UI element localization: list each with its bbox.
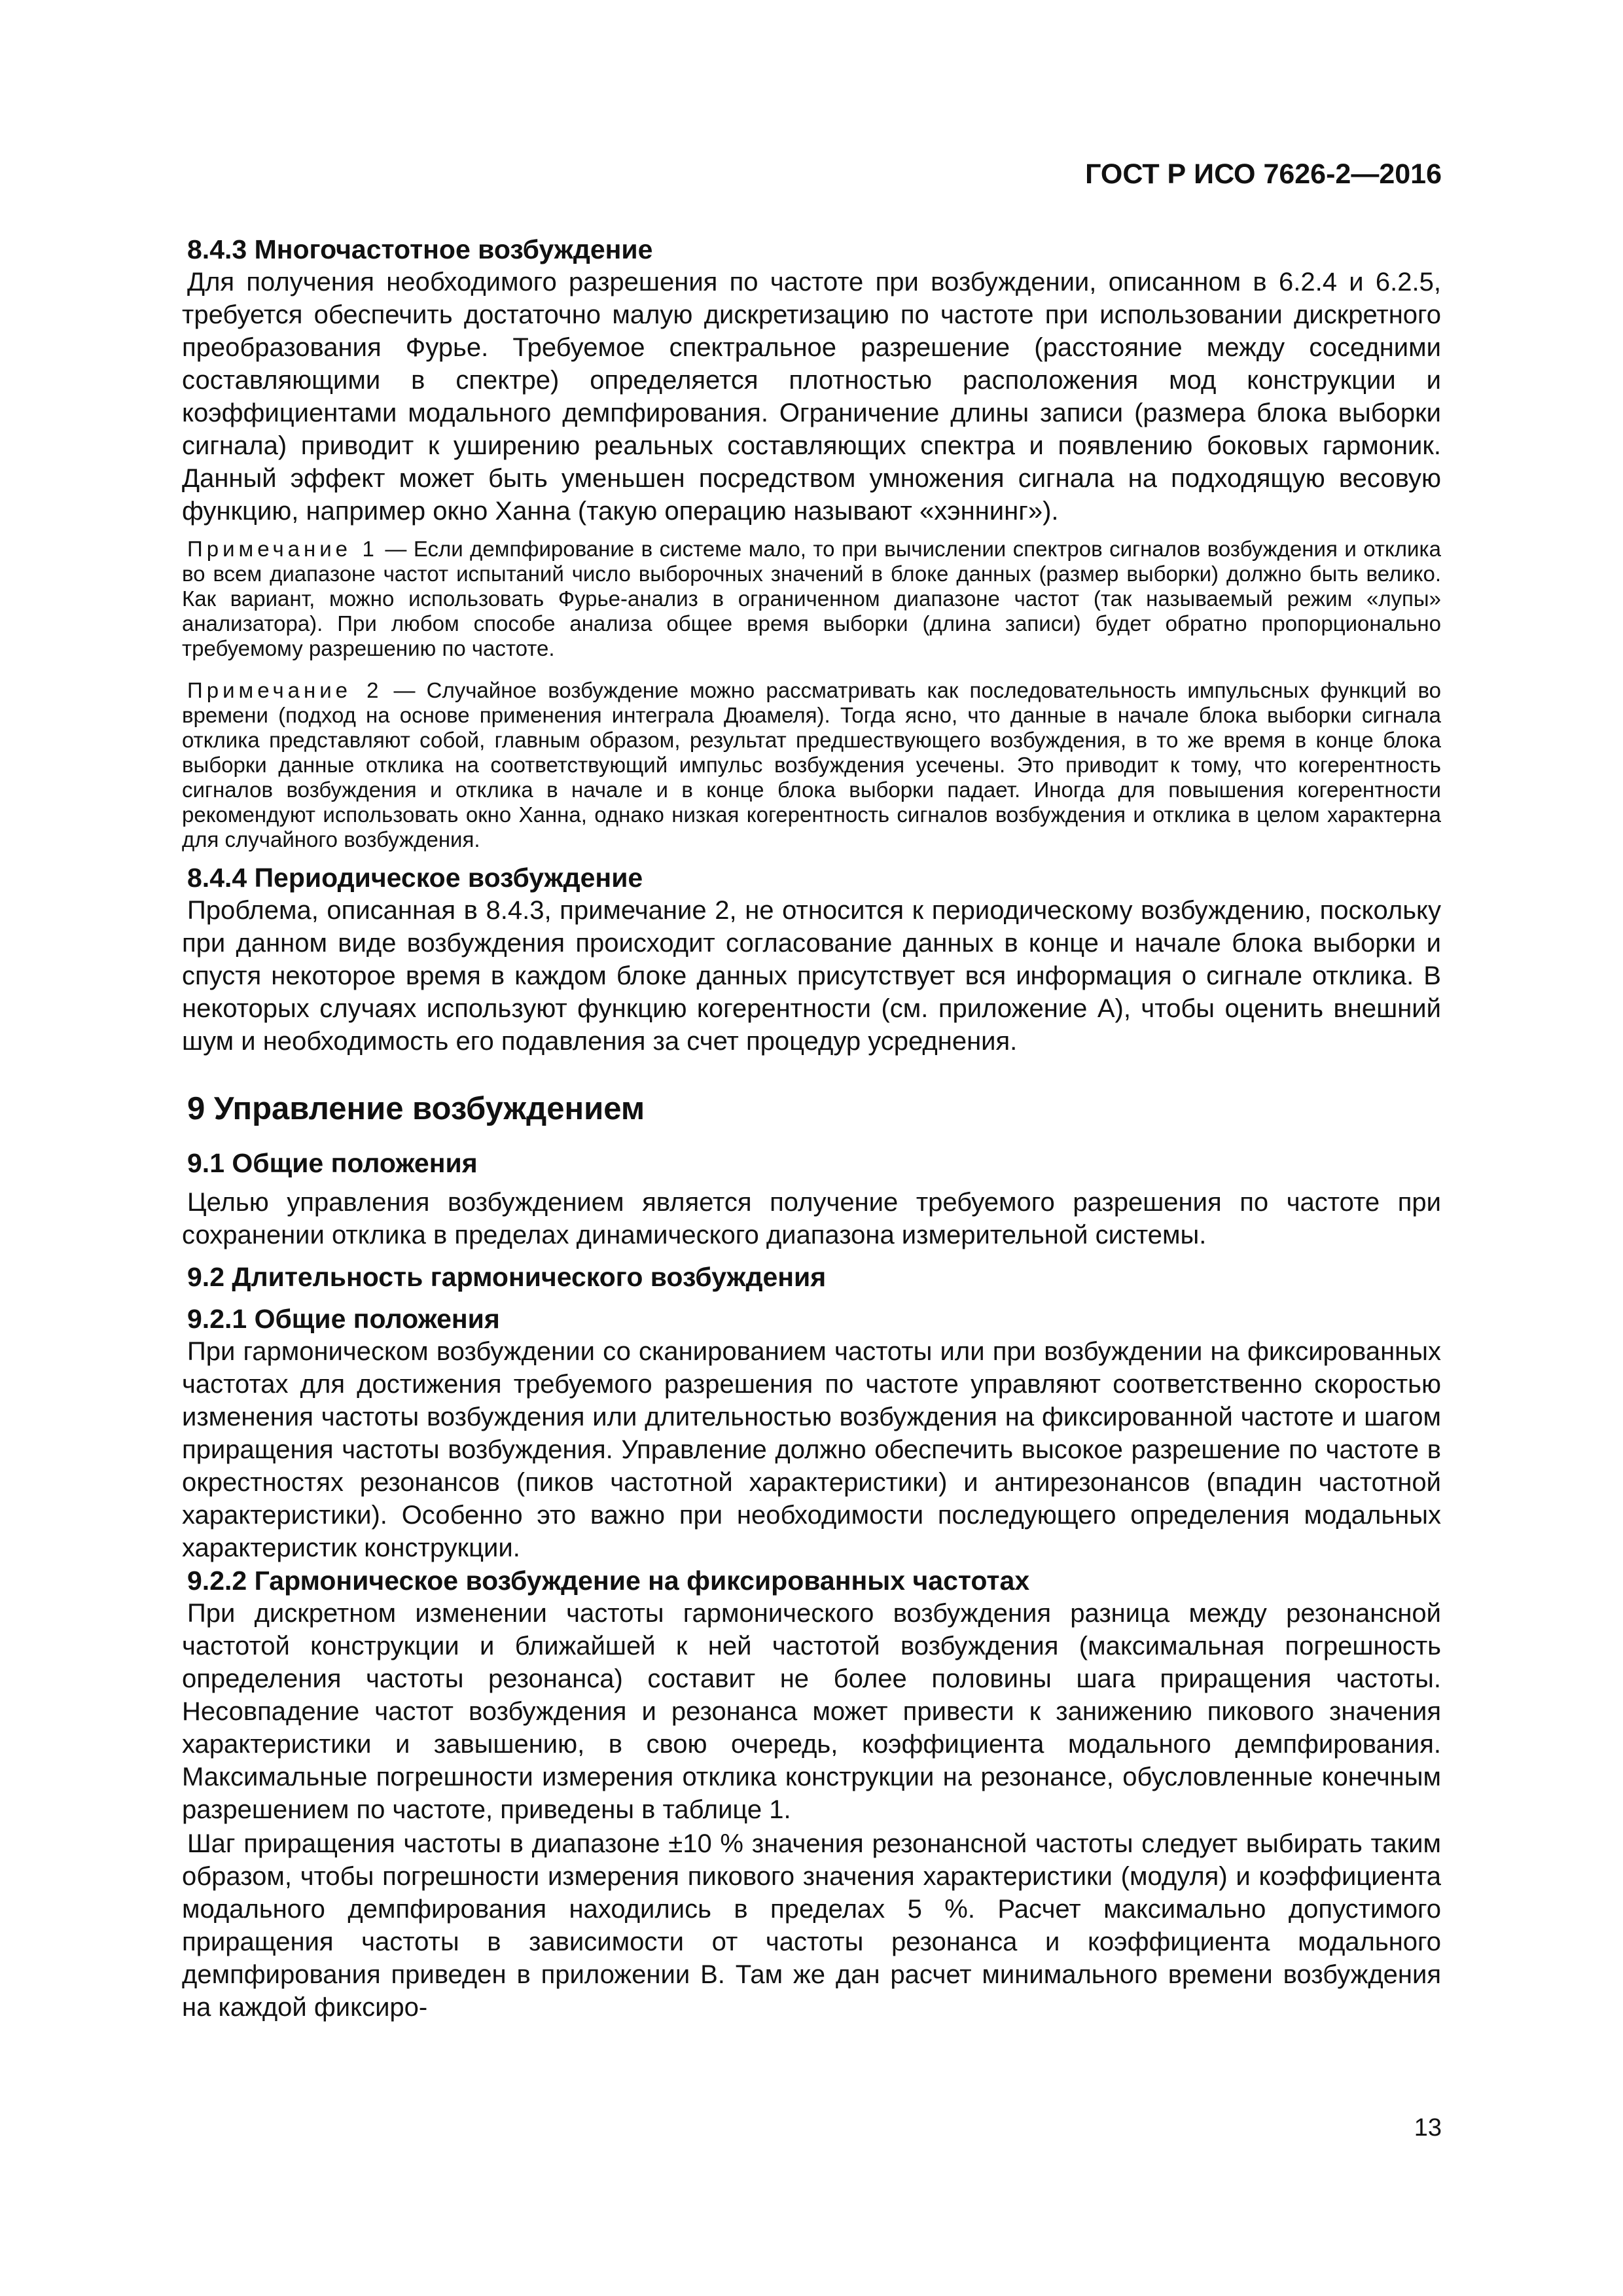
note-2 [182,678,1441,852]
note-1 [182,537,1441,661]
note-1-text: — Если демпфирование в системе мало, то при вычислении спектров сигналов возбуждения и отклика во всем диапазоне частот испытаний число выборочных значений в блоке данных (размер выборки) должно быть велико. Как вариант, можно использовать Фурье-анализ в ограниченном диапазоне частот (так называемый режим «лупы» анализатора). При любом способе анализа общее время выборки (длина записи) будет обратно пропорционально требуемому разрешению по частоте. [182,537,1441,660]
heading-8-4-3: 8.4.3 Многочастотное возбуждение [187,234,653,264]
note-1-label: Примечание 1 [187,537,378,561]
paragraph-9-1: Целью управления возбуждением является получение требуемого разрешения по частоте при сохранении отклика в пределах динамического диапазона измерительной системы. [182,1188,1441,1249]
heading-9-2-1: 9.2.1 Общие положения [187,1304,500,1334]
paragraph-8-4-4: Проблема, описанная в 8.4.3, примечание 2, не относится к периодическому возбуждению, поскольку при данном виде возбуждения происходит согласование данных в конце и начале блока выборки и спустя некоторое время в каждом блоке данных присутствует вся информация о сигнале отклика. В некоторых случаях используют функцию когерентности (см. приложение А), чтобы оценить внешний шум и необходимость его подавления за счет процедур усреднения. [182,896,1441,1056]
paragraph-9-2-2-b: Шаг приращения частоты в диапазоне ±10 % значения резонансной частоты следует выбирать таким образом, чтобы погрешности измерения пикового значения характеристики (модуля) и коэффициента модального демпфирования находились в пределах 5 %. Расчет максимально допустимого приращения частоты в зависимости от частоты резонанса и коэффициента модального демпфирования приведен в приложении В. Там же дан расчет минимального времени возбуждения на каждой фиксиро- [182,1829,1441,2022]
heading-9-2: 9.2 Длительность гармонического возбуждения [187,1262,827,1292]
heading-9-1: 9.1 Общие положения [187,1148,478,1178]
note-2-label: Примечание 2 [187,678,383,702]
paragraph-9-2-2-a: При дискретном изменении частоты гармонического возбуждения разница между резонансной частотой конструкции и ближайшей к ней частотой возбуждения (максимальная погрешность определения частоты резонанса) составит не более половины шага приращения частоты. Несовпадение частот возбуждения и резонанса может привести к занижению пикового значения характеристики и завышению, в свою очередь, коэффициента модального демпфирования. Максимальные погрешности измерения отклика конструкции на резонансе, обусловленные конечным разрешением по частоте, приведены в таблице 1. [182,1599,1441,1824]
heading-8-4-4: 8.4.4 Периодическое возбуждение [187,863,643,893]
paragraph-9-2-1: При гармоническом возбуждении со сканированием частоты или при возбуждении на фиксированных частотах для достижения требуемого разрешения по частоте управляют соответственно скоростью изменения частоты возбуждения или длительностью возбуждения на фиксированной частоте и шагом приращения частоты возбуждения. Управление должно обеспечить высокое разрешение по частоте в окрестностях резонансов (пиков частотной характеристики) и антирезонансов (впадин частотной характеристики). Особенно это важно при необходимости последующего определения модальных характеристик конструкции. [182,1337,1441,1562]
paragraph-8-4-3: Для получения необходимого разрешения по частоте при возбуждении, описанном в 6.2.4 и 6.2.5, требуется обеспечить достаточно малую дискретизацию по частоте при использовании дискретного преобразования Фурье. Требуемое спектральное разрешение (расстояние между соседними составляющими в спектре) определяется плотностью расположения мод конструкции и коэффициентами модального демпфирования. Ограничение длины записи (размера блока выборки сигнала) приводит к уширению реальных составляющих спектра и появлению боковых гармоник. Данный эффект может быть уменьшен посредством умножения сигнала на подходящую весовую функцию, например окно Ханна (такую операцию называют «хэннинг»). [182,268,1441,526]
page-content [182,233,1441,2024]
standard-header: ГОСТ Р ИСО 7626-2—2016 [1085,158,1442,190]
heading-9-2-2: 9.2.2 Гармоническое возбуждение на фиксированных частотах [187,1566,1030,1596]
note-2-text: — Случайное возбуждение можно рассматривать как последовательность импульсных функций во времени (подход на основе применения интеграла Дюамеля). Тогда ясно, что данные в начале блока выборки сигнала отклика представляют собой, главным образом, результат предшествующего возбуждения, в то же время в конце блока выборки данные отклика на соответствующий импульс возбуждения усечены. Это приводит к тому, что когерентность сигналов возбуждения и отклика в начале и в конце блока выборки падает. Иногда для повышения когерентности рекомендуют использовать окно Ханна, однако низкая когерентность сигналов возбуждения и отклика в целом характерна для случайного возбуждения. [182,678,1441,852]
page-number: 13 [1414,2114,1442,2142]
heading-section-9: 9 Управление возбуждением [187,1091,645,1126]
